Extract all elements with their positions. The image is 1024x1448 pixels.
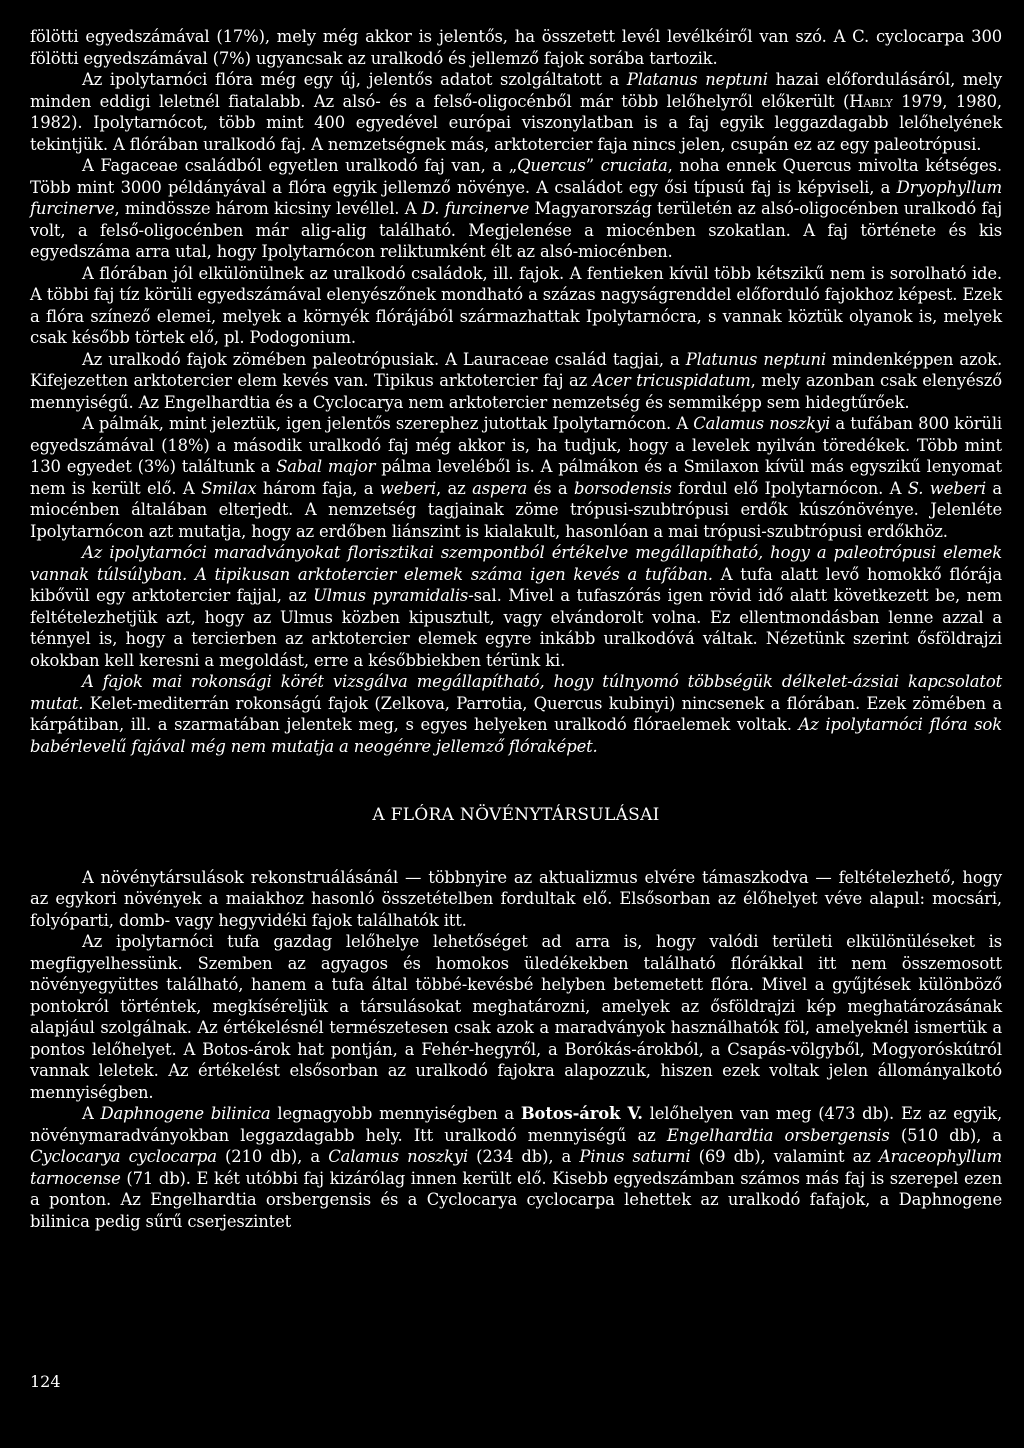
text-segment: Platunus neptuni — [685, 349, 826, 369]
text-segment: , mindössze három kicsiny levéllel. A — [114, 199, 422, 218]
paragraph — [30, 671, 1002, 757]
page-body — [30, 26, 1002, 1232]
text-segment: Cyclocarya cyclocarpa — [30, 1147, 217, 1166]
text-segment: A Fagaceae családból egyetlen uralkodó faj van, a „ — [82, 156, 518, 175]
text-segment: , az — [435, 478, 473, 498]
text-segment: , noha ennek Quercus mivolta kétséges. Több mint 3000 példányával a flóra egyik jellemző növénye. A családot egy ősi típusú faj is képviseli, a — [30, 156, 1002, 197]
text-segment: Platanus neptuni — [626, 70, 768, 89]
paragraph — [30, 349, 1002, 414]
text-segment: Engelhardtia orsbergensis — [666, 1125, 890, 1145]
paragraph — [30, 1103, 1002, 1232]
text-segment: A — [82, 1104, 101, 1123]
text-segment: Calamus noszkyi — [693, 414, 831, 433]
text-segment: ” — [585, 156, 601, 175]
text-segment: Kelet-mediterrán rokonságú fajok (Zelkova, Parrotia, Quercus kubinyi) nincsenek a flórában. Ezek zömében a kárpátiban, ill. a szarmatában jelentek meg, s egyes helyeken uralkodó flóraelemek voltak. — [30, 693, 1002, 734]
text-segment: (210 db), a — [216, 1147, 329, 1166]
text-segment: pálma leveléből is. A pálmákon és a Smilaxon kívül más egyszikű lenyomat nem is került elő. A — [30, 457, 1002, 498]
text-segment: mindenképpen azok. Kifejezetten arktotercier elem kevés van. Tipikus arktotercier faj az — [30, 349, 1003, 390]
paragraph — [30, 69, 1002, 155]
text-segment: Dryophyllum furcinerve — [30, 177, 1002, 218]
text-segment: Az uralkodó fajok zömében paleotrópusiak. A Lauraceae család tagjai, a — [82, 349, 686, 369]
section-text-2 — [30, 867, 1002, 1233]
text-segment: a tufában 800 körüli egyedszámával (18%) a második uralkodó faj még akkor is, ha tudjuk, hogy a levelek nyilván töredékek. Több mint 130 egyedet (3%) találtunk a — [30, 414, 1003, 476]
text-segment: Az ipolytarnóci tufa gazdag lelőhelye lehetőséget ad arra is, hogy valódi területi elkülönüléseket is megfigyelhessünk. Szemben az agyagos és homokos üledékekben található flórákkal itt nem összemosott növényegyüttes található, hanem a tufa által többé-kevésbé helyben betemetett flóra. Mivel a gyűjtések különböző pontokról történtek, megkíséreljük a társulásokat meghatározni, amelyek az ősföldrajzi kép meghatározásának alapjául szolgálnak. Az értékelésnél természetesen csak azok a maradványok használhatók föl, amelyeknél ismertük a pontos lelőhelyet. A Botos-árok hat pontján, a Fehér-hegyről, a Borókás-árokból, a Csapás-völgyből, Mogyoróskútról vannak leletek. Az értékelést elsősorban az uralkodó fajokra alapozzuk, hiszen ezek voltak jelen állományalkotó mennyiségben. — [30, 932, 1002, 1102]
text-segment: Acer tricuspidatum — [592, 371, 751, 390]
text-segment: cruciata — [600, 156, 668, 175]
text-segment: (234 db), a — [468, 1147, 580, 1166]
paragraph — [30, 413, 1002, 542]
section-heading: A FLÓRA NÖVÉNYTÁRSULÁSAI — [372, 805, 660, 825]
text-segment: Daphnogene bilinica — [100, 1104, 271, 1123]
text-segment: legnagyobb mennyiségben a — [270, 1104, 521, 1123]
text-segment: Hably — [849, 91, 893, 111]
text-segment: -sal. Mivel a tufaszórás igen rövid idő alatt következett be, nem feltételezhetjük azt, hogy az Ulmus közben kipusztult, vagy elvándorolt volna. Ez ellentmondásban lenne azzal a ténnyel is, hogy a tercierben az arktotercier elemek egyre inkább uralkodóvá váltak. Nézetünk szerint ősföldrajzi okokban kell keresni a megoldást, erre a későbbiekben térünk ki. — [30, 586, 1002, 670]
text-segment: A növénytársulások rekonstruálásánál — többnyire az aktualizmus elvére támaszkodva — feltételezhető, hogy az egykori növények a maiakhoz hasonló összetételben fordultak elő. Elsősorban az élőhelyet véve alapul: mocsári, folyóparti, domb- vagy hegyvidéki fajok találhatók itt. — [30, 867, 1002, 930]
text-segment: D. furcinerve — [421, 199, 530, 218]
text-segment: és a — [527, 478, 574, 498]
paragraph — [30, 26, 1002, 69]
text-segment: A fajok mai rokonsági körét vizsgálva megállapítható, hogy túlnyomó többségük délkelet-ázsiai kapcsolatot mutat. — [30, 672, 1002, 713]
paragraph — [30, 542, 1002, 671]
text-segment: S. weberi — [907, 478, 986, 498]
text-segment: Az ipolytarnóci flóra sok babérlevelű fajával még nem mutatja a neogénre jellemző flóraképet. — [30, 715, 1002, 756]
text-segment: hazai előfordulásáról, mely minden eddigi leletnél fiatalabb. Az alsó- és a felső-oligocénből már több lelőhelyről előkerült ( — [30, 70, 1002, 111]
text-segment: A pálmák, mint jeleztük, igen jelentős szerephez jutottak Ipolytarnócon. A — [82, 414, 694, 433]
text-segment: aspera — [472, 478, 528, 498]
text-segment: Az ipolytarnóci flóra még egy új, jelentős adatot szolgáltatott a — [82, 70, 627, 89]
text-segment: Quercus — [517, 156, 586, 175]
paragraph — [30, 155, 1002, 263]
paragraph — [30, 263, 1002, 349]
text-segment: Ulmus pyramidalis — [313, 586, 469, 605]
text-segment: Sabal major — [276, 457, 376, 476]
text-segment: Magyarország területén az alsó-oligocénben uralkodó faj volt, a felső-oligocénben már alig-alig található. Megjelenése a miocénben szokatlan. A faj története és kis egyedszáma arra utal, hogy Ipolytarnócon reliktumként élt az alsó-miocénben. — [30, 199, 1003, 261]
text-segment: fölötti egyedszámával (17%), mely még akkor is jelentős, ha összetett levél levélkéiről van szó. A C. cyclocarpa 300 fölötti egyedszámával (7%) ugyancsak az uralkodó és jellemző fajok sorába tartozik. — [30, 27, 1002, 68]
text-segment: A tufa alatt levő homokkő flórája kibővül egy arktotercier fajjal, az — [30, 564, 1002, 605]
text-segment: Araceophyllum tarnocense — [30, 1147, 1003, 1188]
page-number: 124 — [30, 1372, 61, 1391]
text-segment: , mely azonban csak elenyésző mennyiségű. Az Engelhardtia és a Cyclocarya nem arktotercier nemzetség és semmiképp sem hidegtűrőek. — [30, 371, 1002, 412]
text-segment: Pinus saturni — [579, 1147, 691, 1166]
text-segment: három faja, a — [256, 478, 380, 498]
text-segment: Botos-árok V. — [520, 1104, 643, 1123]
text-segment: (71 db). E két utóbbi faj kizárólag innen került elő. Kisebb egyedszámban számos más faj is szerepel ezen a ponton. Az Engelhardtia orsbergensis és a Cyclocarya cyclocarpa lehettek az uralkodó fafajok, a Daphnogene bilinica pedig sűrű cserjeszintet — [30, 1168, 1002, 1231]
text-segment: Az ipolytarnóci maradványokat florisztikai szempontból értékelve megállapítható, hogy a paleotrópusi elemek vannak túlsúlyban. A tipikusan arktotercier elemek száma igen kevés a tufában. — [30, 543, 1002, 584]
text-segment: (69 db), valamint az — [690, 1147, 879, 1166]
paragraph — [30, 931, 1002, 1103]
text-segment: A flórában jól elkülönülnek az uralkodó családok, ill. fajok. A fentieken kívül több kétszikű nem is sorolható ide. A többi faj tíz körüli egyedszámával elenyészőnek mondható a százas nagyságrenddel előforduló fajokhoz képest. Ezek a flóra színező elemei, melyek a környék flórájából származhattak Ipolytarnócra, s vannak köztük olyanok is, melyek csak később törtek elő, pl. Podogonium. — [30, 263, 1002, 347]
text-segment: 1979, 1980, 1982). Ipolytarnócot, több mint 400 egyedével európai viszonylatban is a faj egyik leggazdagabb lelőhelyének tekintjük. A flórában uralkodó faj. A nemzetségnek más, arktotercier faja nincs jelen, csupán ez az egy paleotrópusi. — [30, 91, 1002, 154]
text-segment: a miocénben általában elterjedt. A nemzetség tagjainak zöme trópusi-szubtrópusi erdők kúszónövénye. Jelenléte Ipolytarnócon azt mutatja, hogy az erdőben liánszint is kialakult, hasonlóan a mai trópusi-szubtrópusi erdőkhöz. — [30, 478, 1003, 541]
text-segment: borsodensis — [573, 478, 672, 498]
text-segment: (510 db), a — [889, 1125, 1003, 1145]
text-segment: lelőhelyen van meg (473 db). Ez az egyik, növénymaradványokban leggazdagabb hely. Itt uralkodó mennyiségű az — [30, 1104, 1003, 1145]
paragraph — [30, 867, 1002, 932]
text-segment: weberi — [379, 478, 436, 498]
section-text-1 — [30, 26, 1002, 757]
text-segment: Smilax — [201, 478, 257, 498]
text-segment: Calamus noszkyi — [328, 1147, 468, 1166]
text-segment: fordul elő Ipolytarnócon. A — [671, 478, 908, 498]
